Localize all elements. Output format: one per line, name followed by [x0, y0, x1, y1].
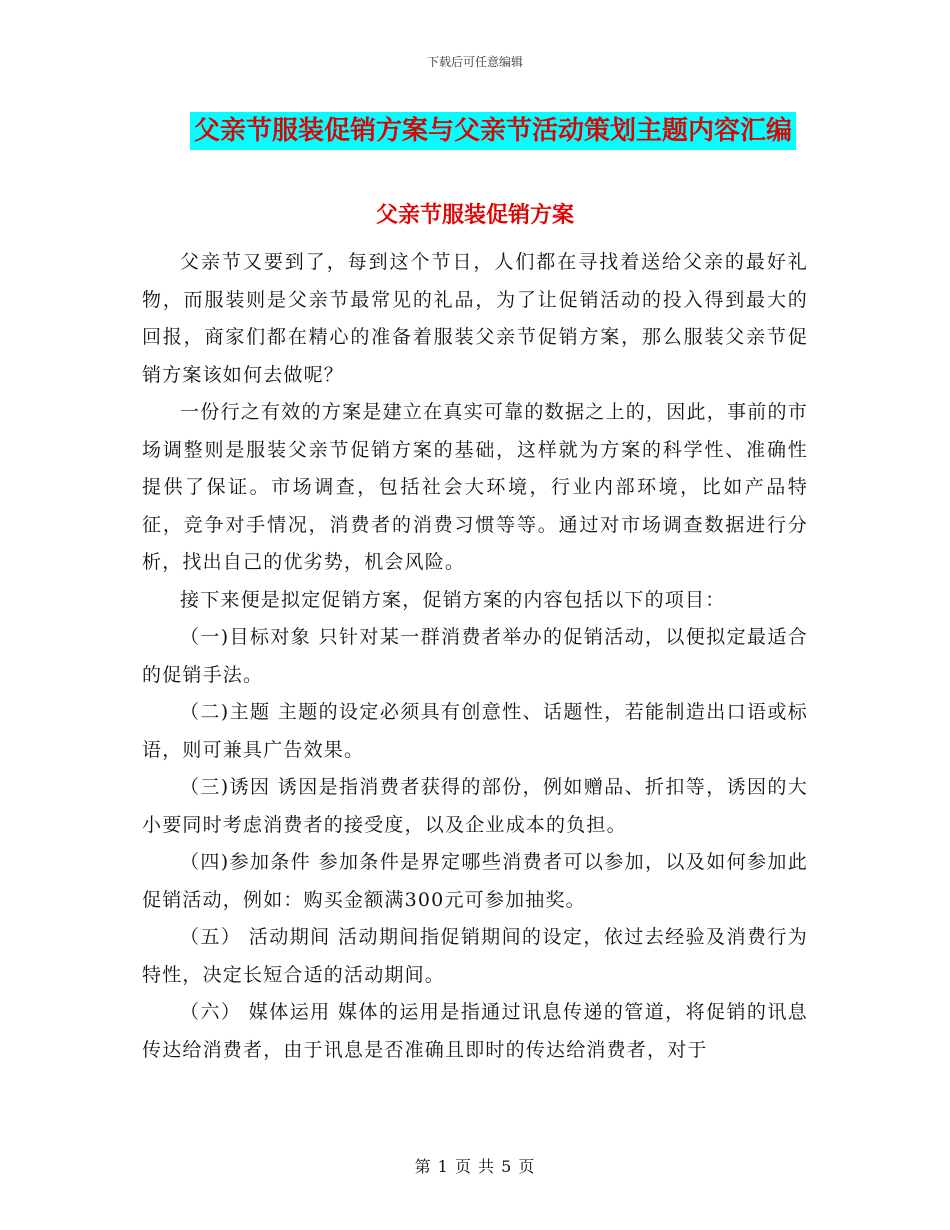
list-item-target: （一)目标对象 只针对某一群消费者举办的促销活动，以便拟定最适合的促销手法。	[142, 626, 808, 686]
header-note: 下载后可任意编辑	[426, 55, 523, 69]
list-item-conditions: （四)参加条件 参加条件是界定哪些消费者可以参加，以及如何参加此促销活动，例如：购买金额满300元可参加抽奖。	[142, 851, 808, 911]
document-title: 父亲节服装促销方案与父亲节活动策划主题内容汇编	[190, 112, 796, 150]
section-title: 父亲节服装促销方案	[375, 202, 574, 228]
paragraph: 接下来便是拟定促销方案，促销方案的内容包括以下的项目：	[180, 588, 726, 611]
list-item-theme: （二)主题 主题的设定必须具有创意性、话题性，若能制造出口语或标语，则可兼具广告效果。	[142, 701, 808, 761]
page-number: 第 1 页 共 5 页	[414, 1157, 536, 1176]
document-body	[142, 244, 808, 1069]
list-item-period: （五） 活动期间 活动期间指促销期间的设定，依过去经验及消费行为特性，决定长短合适的活动期间。	[142, 926, 808, 986]
paragraph: 一份行之有效的方案是建立在真实可靠的数据之上的，因此，事前的市场调整则是服装父亲节促销方案的基础，这样就为方案的科学性、准确性提供了保证。市场调查，包括社会大环境，行业内部环境，比如产品特征，竞争对手情况，消费者的消费习惯等等。通过对市场调查数据进行分析，找出自己的优劣势，机会风险。	[142, 401, 808, 573]
list-item-media: （六） 媒体运用 媒体的运用是指通过讯息传递的管道，将促销的讯息传达给消费者，由于讯息是否准确且即时的传达给消费者，对于	[142, 1001, 808, 1061]
list-item-incentive: （三)诱因 诱因是指消费者获得的部份，例如赠品、折扣等，诱因的大小要同时考虑消费者的接受度，以及企业成本的负担。	[142, 776, 808, 836]
paragraph: 父亲节又要到了，每到这个节日，人们都在寻找着送给父亲的最好礼物，而服装则是父亲节最常见的礼品，为了让促销活动的投入得到最大的回报，商家们都在精心的准备着服装父亲节促销方案，那么服装父亲节促销方案该如何去做呢？	[142, 251, 808, 386]
